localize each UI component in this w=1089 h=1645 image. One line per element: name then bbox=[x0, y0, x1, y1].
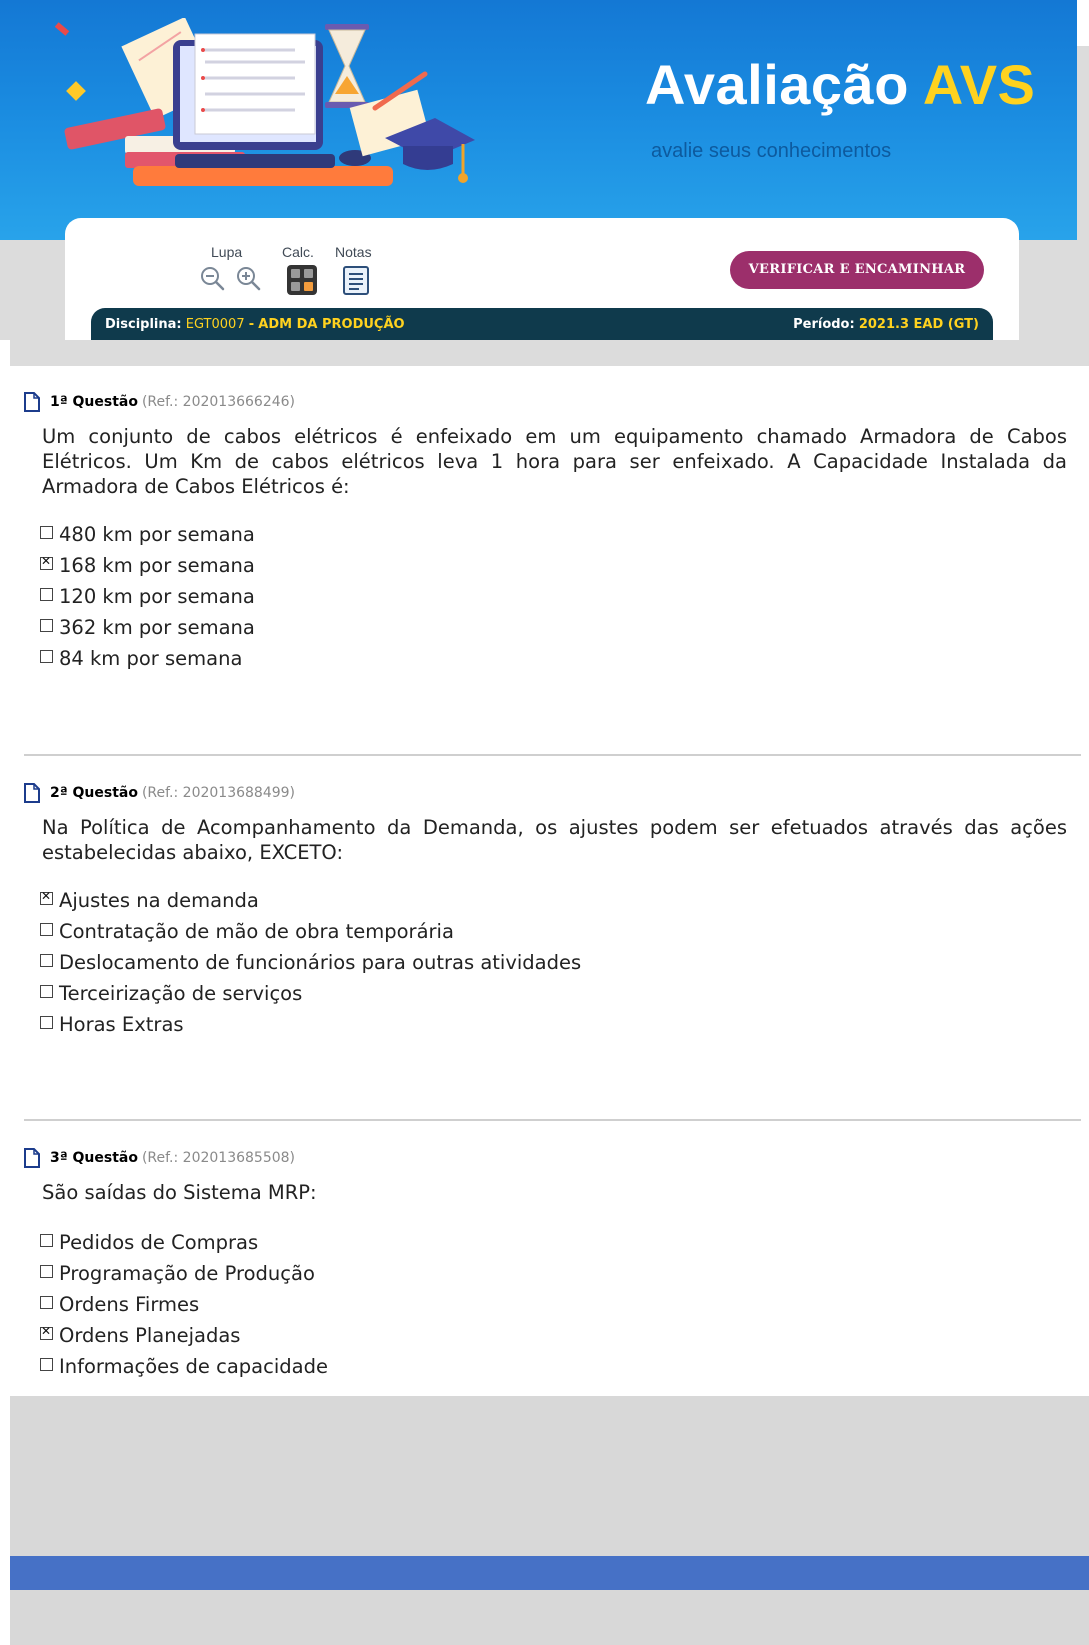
question-3-option-2[interactable] bbox=[40, 1262, 315, 1286]
exam-illustration bbox=[55, 18, 495, 208]
document-icon bbox=[24, 783, 40, 803]
option-label: Ordens Planejadas bbox=[59, 1324, 241, 1347]
option-label: Pedidos de Compras bbox=[59, 1231, 259, 1254]
option-label: 480 km por semana bbox=[59, 523, 255, 546]
question-2-option-1[interactable] bbox=[40, 889, 259, 913]
divider bbox=[24, 754, 1081, 756]
question-2-option-3[interactable] bbox=[40, 951, 581, 975]
question-1-option-3[interactable] bbox=[40, 585, 255, 609]
page-title bbox=[645, 52, 1035, 117]
period-label: Período: bbox=[793, 317, 855, 332]
title-part1: Avaliação bbox=[645, 53, 909, 116]
question-number: 1ª Questão bbox=[50, 394, 138, 410]
option-label: Informações de capacidade bbox=[59, 1355, 328, 1378]
question-1-option-5[interactable] bbox=[40, 647, 242, 671]
checkbox[interactable] bbox=[40, 1296, 53, 1309]
zoom-out-icon[interactable] bbox=[199, 265, 227, 293]
option-label: 84 km por semana bbox=[59, 647, 243, 670]
checkbox[interactable] bbox=[40, 650, 53, 663]
question-ref: (Ref.: 202013688499) bbox=[141, 785, 296, 801]
question-2-header bbox=[24, 783, 295, 803]
checkbox[interactable] bbox=[40, 588, 53, 601]
checkbox-checked[interactable] bbox=[40, 892, 53, 905]
checkbox-checked[interactable] bbox=[40, 1327, 53, 1340]
checkbox[interactable] bbox=[40, 619, 53, 632]
lupa-label: Lupa bbox=[211, 244, 243, 260]
checkbox[interactable] bbox=[40, 985, 53, 998]
option-label: Deslocamento de funcionários para outras atividades bbox=[59, 951, 582, 974]
question-1-text: Um conjunto de cabos elétricos é enfeixado em um equipamento chamado Armadora de Cabos Elétricos. Um Km de cabos elétricos leva 1 hora para ser enfeixado. A Capacidade Instalada da Armadora de Cabos Elétricos é: bbox=[42, 425, 1067, 498]
verify-submit-button[interactable]: VERIFICAR E ENCAMINHAR bbox=[730, 251, 984, 289]
notes-icon[interactable] bbox=[343, 265, 369, 295]
page-subtitle: avalie seus conhecimentos bbox=[651, 140, 892, 162]
option-label: Horas Extras bbox=[59, 1013, 184, 1036]
option-label: Ordens Firmes bbox=[59, 1293, 200, 1316]
calculator-icon[interactable] bbox=[287, 265, 317, 295]
question-3-option-1[interactable] bbox=[40, 1231, 258, 1255]
question-1-header bbox=[24, 392, 295, 412]
question-3-option-5[interactable] bbox=[40, 1355, 328, 1379]
footer-area bbox=[10, 1396, 1089, 1645]
footer-bar bbox=[10, 1556, 1089, 1590]
zoom-in-icon[interactable] bbox=[235, 265, 263, 293]
checkbox[interactable] bbox=[40, 1358, 53, 1371]
question-2-option-2[interactable] bbox=[40, 920, 454, 944]
period-info bbox=[793, 317, 979, 332]
discipline-info bbox=[105, 317, 405, 332]
option-label: 168 km por semana bbox=[59, 554, 255, 577]
question-2-option-5[interactable] bbox=[40, 1013, 184, 1037]
document-icon bbox=[24, 1148, 40, 1168]
question-number: 2ª Questão bbox=[50, 785, 138, 801]
question-3-text: São saídas do Sistema MRP: bbox=[42, 1181, 317, 1204]
checkbox-checked[interactable] bbox=[40, 557, 53, 570]
header-banner bbox=[0, 0, 1077, 240]
notas-label: Notas bbox=[335, 244, 372, 260]
discipline-code: EGT0007 bbox=[185, 317, 245, 332]
background-edge bbox=[1077, 46, 1089, 340]
option-label: 362 km por semana bbox=[59, 616, 255, 639]
discipline-label: Disciplina: bbox=[105, 317, 182, 332]
period-value: 2021.3 EAD (GT) bbox=[858, 317, 979, 332]
question-3-option-3[interactable] bbox=[40, 1293, 199, 1317]
question-2-text: Na Política de Acompanhamento da Demanda, os ajustes podem ser efetuados através das ações estabelecidas abaixo, EXCETO: bbox=[42, 816, 1067, 864]
option-label: 120 km por semana bbox=[59, 585, 255, 608]
option-label: Contratação de mão de obra temporária bbox=[59, 920, 454, 943]
question-ref: (Ref.: 202013666246) bbox=[141, 394, 296, 410]
divider bbox=[24, 1119, 1081, 1121]
background-strip-lower bbox=[10, 340, 1089, 366]
checkbox[interactable] bbox=[40, 1016, 53, 1029]
question-1-option-4[interactable] bbox=[40, 616, 255, 640]
discipline-separator: - bbox=[248, 317, 255, 332]
question-1-option-1[interactable] bbox=[40, 523, 255, 547]
question-number: 3ª Questão bbox=[50, 1150, 138, 1166]
title-part2: AVS bbox=[922, 53, 1036, 116]
question-3-header bbox=[24, 1148, 295, 1168]
checkbox[interactable] bbox=[40, 1265, 53, 1278]
question-1-option-2[interactable] bbox=[40, 554, 255, 578]
checkbox[interactable] bbox=[40, 1234, 53, 1247]
checkbox[interactable] bbox=[40, 954, 53, 967]
document-icon bbox=[24, 392, 40, 412]
option-label: Ajustes na demanda bbox=[59, 889, 259, 912]
option-label: Programação de Produção bbox=[59, 1262, 315, 1285]
calc-label: Calc. bbox=[282, 244, 314, 260]
checkbox[interactable] bbox=[40, 526, 53, 539]
question-2-option-4[interactable] bbox=[40, 982, 302, 1006]
question-3-option-4[interactable] bbox=[40, 1324, 240, 1348]
checkbox[interactable] bbox=[40, 923, 53, 936]
question-ref: (Ref.: 202013685508) bbox=[141, 1150, 296, 1166]
option-label: Terceirização de serviços bbox=[59, 982, 303, 1005]
discipline-name: ADM DA PRODUÇÃO bbox=[258, 317, 405, 332]
discipline-bar bbox=[91, 308, 993, 340]
